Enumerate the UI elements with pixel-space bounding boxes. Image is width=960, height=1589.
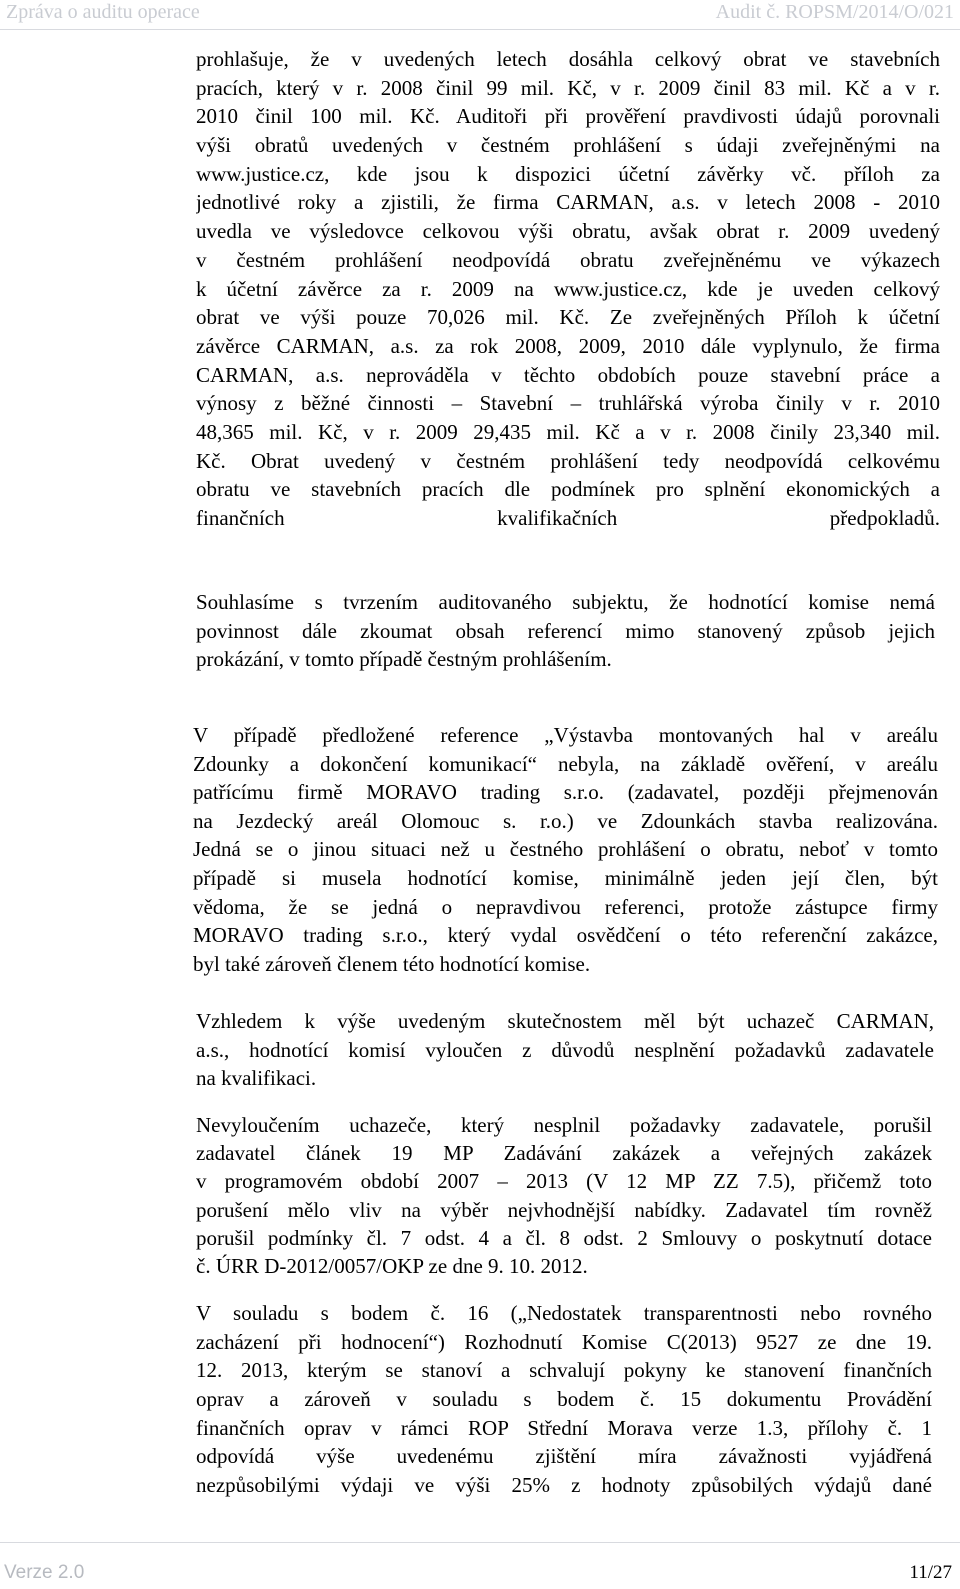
paragraph-obrat — [0, 45, 960, 533]
text-line: prohlašuje, že v uvedených letech dosáhla celkový obrat ve stavebních — [196, 47, 940, 71]
text-line: oprav a zároveň v souladu s bodem č. 15 dokumentu Provádění — [196, 1387, 932, 1412]
text-line: obratu ve stavebních pracích dle podmínek pro splnění ekonomických a — [196, 477, 940, 502]
text-line: jednotlivé roky a zjistili, že firma CARMAN, a.s. v letech 2008 - 2010 — [196, 190, 940, 215]
footer-version: Verze 2.0 — [4, 1562, 85, 1583]
text-line: na Jezdecký areál Olomouc s. r.o.) ve Zdounkách stavba realizována. — [193, 808, 938, 833]
text-line: Vzhledem k výše uvedeným skutečnostem měl být uchazeč CARMAN, — [196, 1009, 934, 1033]
text-line: povinnost dále zkoumat obsah referencí mimo stanovený způsob jejich — [196, 618, 935, 643]
paragraph-reference — [0, 721, 960, 978]
text-line: výši obratů uvedených v čestném prohlášení s údaji zveřejněnými na — [196, 133, 940, 158]
text-line: v čestném prohlášení neodpovídá obratu zveřejněnému ve výkazech — [196, 247, 940, 272]
text-line: 12. 2013, kterým se stanoví a schvalují pokyny ke stanovení finančních — [196, 1358, 932, 1383]
text-line: V případě předložené reference „Výstavba montovaných hal v areálu — [193, 723, 938, 747]
text-line: Kč. Obrat uvedený v čestném prohlášení tedy neodpovídá celkovému — [196, 448, 940, 473]
text-line: nezpůsobilými výdaji ve výši 25% z hodnoty způsobilých výdajů dané — [196, 1473, 932, 1498]
text-line: zacházení při hodnocení“) Rozhodnutí Komise C(2013) 9527 ze dne 19. — [196, 1329, 932, 1354]
text-line: k účetní závěrce za r. 2009 na www.justice.cz, kde je uveden celkový — [196, 276, 940, 301]
text-line: www.justice.cz, kde jsou k dispozici účetní závěrky vč. příloh za — [196, 161, 940, 186]
paragraph-vylouceni — [0, 1007, 960, 1093]
text-line: patřícímu firmě MORAVO trading s.r.o. (zadavatel, později přejmenován — [193, 780, 938, 805]
text-line: finančních oprav v rámci ROP Střední Morava verze 1.3, přílohy č. 1 — [196, 1415, 932, 1440]
header-divider — [0, 29, 960, 30]
text-line: prokázání, v tomto případě čestným prohlášením. — [196, 647, 612, 672]
text-line: Nevyloučením uchazeče, který nesplnil požadavky zadavatele, porušil — [196, 1113, 932, 1137]
footer-divider — [0, 1542, 960, 1543]
paragraph-poruseni — [0, 1111, 960, 1280]
text-line: pracích, který v r. 2008 činil 99 mil. Kč, v r. 2009 činil 83 mil. Kč a v r. — [196, 75, 940, 100]
text-line: odpovídá výše uvedenému zjištění míra závažnosti vyjádřená — [196, 1444, 932, 1469]
text-line: Souhlasíme s tvrzením auditovaného subjektu, že hodnotící komise nemá — [196, 590, 935, 614]
text-line: CARMAN, a.s. neprováděla v těchto obdobích pouze stavební práce a — [196, 362, 940, 387]
text-line: a.s., hodnotící komisí vyloučen z důvodů nesplnění požadavků zadavatele — [196, 1037, 934, 1062]
text-line: porušil podmínky čl. 7 odst. 4 a čl. 8 odst. 2 Smlouvy o poskytnutí dotace — [196, 1225, 932, 1250]
text-line: Zdounky a dokončení komunikací“ nebyla, na základě ověření, v areálu — [193, 751, 938, 776]
header-audit-number: Audit č. ROPSM/2014/O/021 — [715, 1, 954, 23]
text-line: finančních kvalifikačních předpokladů. — [196, 506, 940, 530]
footer-page-number: 11/27 — [909, 1562, 952, 1583]
text-line: Jedná se o jinou situaci než u čestného prohlášení o obratu, neboť v tomto — [193, 837, 938, 862]
text-line: obrat ve výši pouze 70,026 mil. Kč. Ze zveřejněných Příloh k účetní — [196, 305, 940, 330]
text-line: uvedla ve výsledovce celkovou výši obratu, avšak obrat r. 2009 uvedený — [196, 219, 940, 244]
text-line: závěrce CARMAN, a.s. za rok 2008, 2009, 2010 dále vyplynulo, že firma — [196, 333, 940, 358]
text-line: výnosy z běžné činnosti – Stavební – truhlářská výroba činily v r. 2010 — [196, 391, 940, 416]
text-line: č. ÚRR D-2012/0057/OKP ze dne 9. 10. 2012. — [196, 1253, 588, 1278]
text-line: případě si musela hodnotící komise, minimálně jeden její člen, být — [193, 865, 938, 890]
text-line: porušení mělo vliv na výběr nejvhodnější nabídky. Zadavatel tím rovněž — [196, 1197, 932, 1222]
text-line: V souladu s bodem č. 16 („Nedostatek transparentnosti nebo rovného — [196, 1301, 932, 1325]
text-line: 48,365 mil. Kč, v r. 2009 29,435 mil. Kč a v r. 2008 činily 23,340 mil. — [196, 419, 940, 444]
header-title: Zpráva o auditu operace — [6, 1, 200, 23]
text-line: byl také zároveň členem této hodnotící komise. — [193, 951, 591, 976]
text-line: 2010 činil 100 mil. Kč. Auditoři při prověření pravdivosti údajů porovnali — [196, 104, 940, 129]
text-line: MORAVO trading s.r.o., který vydal osvědčení o této referenční zakázce, — [193, 923, 938, 948]
text-line: vědoma, že se jedná o nepravdivou referenci, protože zástupce firmy — [193, 894, 938, 919]
text-line: zadavatel článek 19 MP Zadávání zakázek a veřejných zakázek — [196, 1141, 932, 1166]
page-footer — [0, 1542, 960, 1589]
paragraph-souhlas — [0, 588, 960, 674]
page-header — [0, 0, 960, 30]
paragraph-soulad — [0, 1299, 960, 1500]
text-line: v programovém období 2007 – 2013 (V 12 MP ZZ 7.5), přičemž toto — [196, 1169, 932, 1194]
text-line: na kvalifikaci. — [196, 1066, 317, 1091]
